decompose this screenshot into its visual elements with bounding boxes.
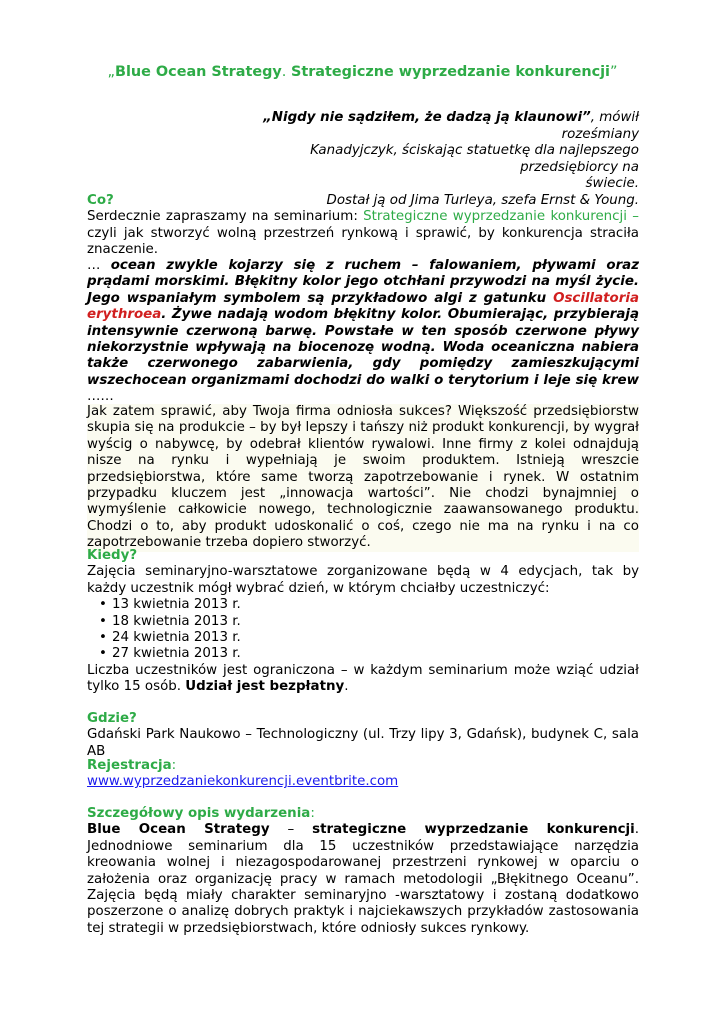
heading-opis: Szczegółowy opis wydarzenia: [87, 806, 311, 821]
ocean-part2: . Żywe nadają wodom błękitny kolor. Obumierając, przybierają intensywnie czerwoną barwę. Powstałe w ten sposób czerwone pływy niekorzystnie wpływają na biocenozę wodną. Woda oceaniczna nabiera także czerwonego zabarwienia, gdy pomiędzy zamieszkującymi wszechocean organizmami dochodzi do walki o terytorium i leje się krew: [87, 307, 639, 388]
bullet-icon: •: [99, 597, 107, 613]
co-text-before: Serdecznie zapraszamy na seminarium:: [87, 209, 364, 225]
bullet-icon: •: [99, 646, 107, 662]
ocean-dots-end: ……: [87, 389, 114, 405]
ocean-dots-start: …: [87, 258, 111, 273]
title-part2: Strategiczne wyprzedzanie konkurencji: [290, 64, 610, 80]
date-item: [87, 630, 639, 646]
section-opis: [87, 806, 639, 937]
ocean-species: Oscillatoria erythroea: [87, 290, 639, 323]
bullet-icon: •: [99, 630, 107, 646]
date-item: [87, 646, 639, 662]
bullet-icon: •: [99, 613, 107, 629]
co-text-after: czyli jak stworzyć wolną przestrzeń rynkową i sprawić, by konkurencja straciła znaczenie.: [87, 225, 639, 258]
section-ocean: [87, 258, 639, 406]
quote-line-2: Kanadyjczyk, ściskając statuetkę dla najlepszego przedsiębiorcy na: [310, 143, 639, 175]
opis-text: . Jednodniowe seminarium dla 15 uczestników przedstawiające narzędzia kreowania wolnej i niezagospodarowanej przestrzeni rynkowej w oparciu o założenia oraz organizację pracy w ramach metodologii „Błękitnego Oceanu”. Zajęcia będą miały charakter seminaryjno -warsztatowy i zostaną dodatkowo poszerzone o analizę dobrych praktyk i najciekawszych przykładów zastosowania tej strategii w przedsiębiorstwach, które odniosły sukces rynkowy.: [87, 822, 639, 936]
heading-gdzie: Gdzie?: [87, 711, 137, 726]
opis-bold2: strategiczne wyprzedzanie konkurencji: [312, 822, 635, 838]
opis-colon: :: [310, 806, 315, 821]
heading-co: Co?: [87, 193, 114, 208]
document-title: [0, 64, 725, 80]
rejestracja-link-line: [87, 774, 639, 790]
ocean-part1: ocean zwykle kojarzy się z ruchem – falowaniem, pływami oraz prądami morskimi. Błękitny kolor jego otchłani przywodzi na myśl życie. Jego wspaniałym symbolem są przykładowo algi z gatunku: [87, 258, 639, 306]
kiedy-free: Udział jest bezpłatny: [185, 679, 345, 695]
registration-link[interactable]: www.wyprzedzaniekonkurencji.eventbrite.com: [87, 774, 399, 790]
heading-rejestracja-line: [87, 758, 639, 774]
date-text: 24 kwietnia 2013 r.: [112, 630, 241, 646]
quote-line-1: [219, 110, 639, 143]
heading-kiedy: Kiedy?: [87, 548, 138, 563]
title-close-quote: ”: [609, 64, 618, 80]
kiedy-free-end: .: [344, 679, 349, 695]
ocean-paragraph: [87, 258, 639, 406]
kiedy-limit-paragraph: [87, 663, 639, 696]
opis-paragraph: [87, 822, 639, 937]
dates-list: [87, 597, 639, 663]
quote-bold: „Nigdy nie sądziłem, że dadzą ją klaunowi”: [263, 110, 591, 125]
title-dot: .: [281, 64, 291, 80]
date-text: 27 kwietnia 2013 r.: [112, 646, 241, 662]
section-rejestracja: [87, 758, 639, 791]
date-text: 13 kwietnia 2013 r.: [112, 597, 241, 613]
title-part1: Blue Ocean Strategy: [115, 64, 282, 80]
kiedy-intro: Zajęcia seminaryjno-warsztatowe zorganizowane będą w 4 edycjach, tak by każdy uczestnik mógł wybrać dzień, w którym chciałby uczestniczyć:: [87, 564, 639, 596]
quote-line1-rest: , mówił roześmiany: [561, 110, 639, 142]
quote-line-3: świecie.: [585, 176, 639, 192]
heading-rejestracja: Rejestracja: [87, 758, 172, 773]
heading-opis-line: [87, 806, 639, 822]
gdzie-text: Gdański Park Naukowo – Technologiczny (ul. Trzy lipy 3, Gdańsk), budynek C, sala AB: [87, 727, 639, 759]
date-text: 18 kwietnia 2013 r.: [112, 613, 241, 629]
quote-line-4: Dostał ją od Jima Turleya, szefa Ernst & Young.: [326, 192, 639, 208]
kiedy-limit: Liczba uczestników jest ograniczona – w każdym seminarium może wziąć udział tylko 15 osób.: [87, 662, 639, 695]
section-co: [87, 193, 639, 259]
title-open-quote: „: [107, 64, 116, 80]
date-item: [87, 597, 639, 613]
section-success: [87, 404, 639, 552]
rejestracja-colon: :: [171, 758, 177, 773]
opis-bold1: Blue Ocean Strategy: [87, 822, 270, 838]
co-highlight: Strategiczne wyprzedzanie konkurencji –: [363, 209, 639, 225]
section-gdzie: [87, 711, 639, 760]
co-paragraph: [87, 209, 639, 258]
date-item: [87, 614, 639, 630]
section-kiedy: [87, 548, 639, 696]
success-paragraph: Jak zatem sprawić, aby Twoja firma odniosła sukces? Większość przedsiębiorstw skupia się na produkcie – by był lepszy i tańszy niż produkt konkurencji, by wygrał wyścig o nabywcę, by odebrał klientów rywalowi. Inne firmy z kolei odnajdują nisze na rynku i wypełniają je swoim produktem. Istnieją wreszcie przedsiębiorstwa, które same tworzą zapotrzebowanie i rynek. W ostatnim przypadku kluczem jest „innowacja wartości”. Nie chodzi bynajmniej o wymyślenie całkowicie nowego, technologicznie zaawansowanego produktu. Chodzi o to, aby produkt udoskonalić o coś, czego nie ma na rynku i na co zapotrzebowanie trzeba dopiero stworzyć.: [87, 404, 639, 551]
opis-dash: –: [269, 822, 313, 838]
